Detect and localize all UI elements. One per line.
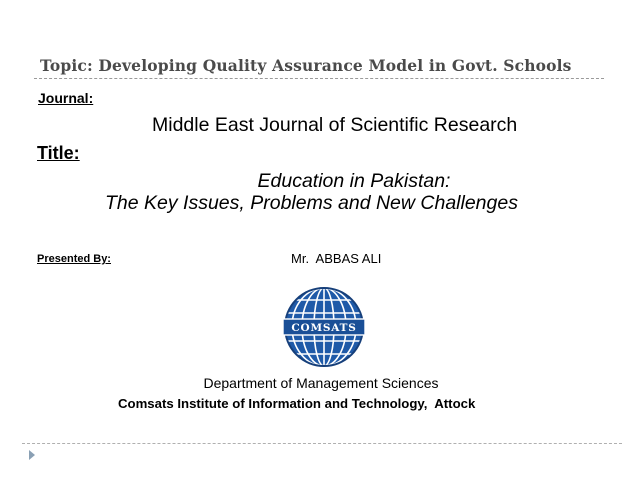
department-name: Department of Management Sciences — [203, 375, 439, 391]
journal-name: Middle East Journal of Scientific Research — [152, 114, 518, 136]
title-label: Title: — [37, 143, 80, 163]
bottom-divider — [22, 443, 622, 444]
slide-topic: Topic: Developing Quality Assurance Model in Govt. Schools — [40, 56, 572, 75]
paper-title-line-1: Education in Pakistan: — [257, 170, 451, 192]
comsats-globe-logo — [283, 286, 365, 368]
bullet-arrow-icon — [29, 450, 35, 460]
topic-divider — [34, 78, 604, 79]
journal-label: Journal: — [38, 90, 94, 106]
logo-text: COMSATS — [291, 322, 357, 334]
presenter-name: Mr. ABBAS ALI — [291, 251, 382, 266]
presented-by-label: Presented By: — [37, 253, 111, 265]
paper-title-line-2: The Key Issues, Problems and New Challenges — [105, 192, 518, 214]
institute-name: Comsats Institute of Information and Technology, Attock — [118, 396, 476, 411]
